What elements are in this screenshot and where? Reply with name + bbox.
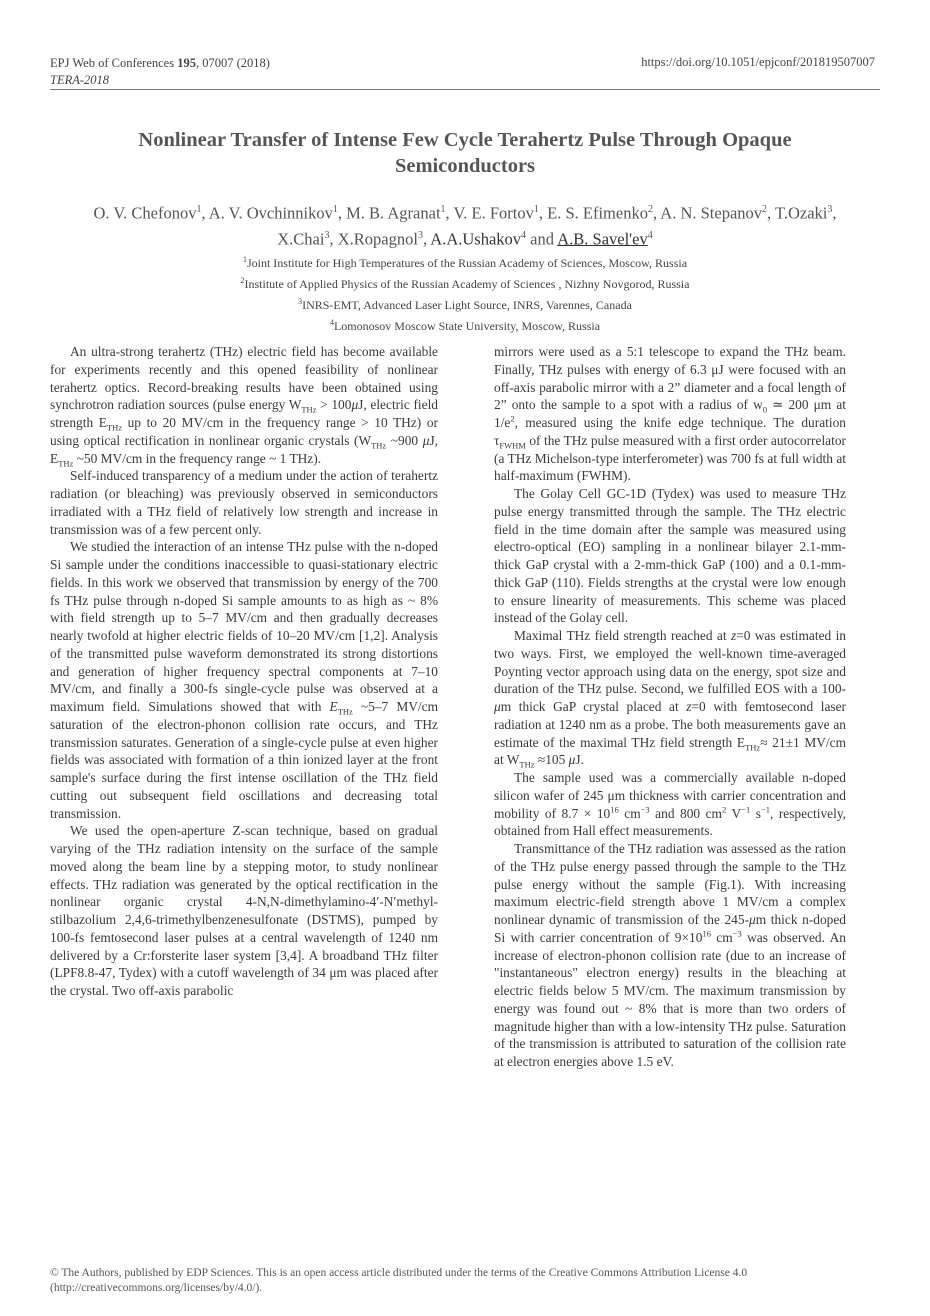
body-paragraph: We studied the interaction of an intense THz pulse with the n-doped Si sample under the conditions inaccessible to quasi-stationary electric fields. In this work we observed that transmission by energy of the 700 fs THz pulse through n-doped Si sample amounts to as high as ~ 8% with field strength up to 5–7 MV/cm and then gradually decreases nearly twofold at higher electric fields of 10–20 MV/cm [1,2]. Analysis of the transmitted pulse waveform demonstrated its strong distortions and generation of higher frequency spectral components at 7–10 MV/cm, and finally a 300-fs single-cycle pulse was observed at a maximum field. Simulations showed that with $E_{THz}$ ~5–7 MV/cm saturation of the electron-phonon collision rate occurs, and THz transmission saturates. Generation of a single-cycle pulse at even higher fields was associated with formation of a thin ionized layer at the front sample's surface during the first intense oscillation of the THz field cutting out subsequent field oscillations and decreasing total transmission.	[50, 539, 438, 821]
running-header	[50, 55, 270, 89]
corresponding-author[interactable]: A.B. Savel'ev	[557, 229, 648, 248]
body-paragraph: An ultra-strong terahertz (THz) electric field has become available for experiments recently and this opened feasibility of nonlinear terahertz optics. Record-breaking results have been obtained using synchrotron radiation sources (pulse energy $W_{THz} > 100\mu J$, electric field strength $E_{THz}$ up to 20 MV/cm in the frequency range > 10 THz) or using optical rectification in nonlinear organic crystals ($W_{THz}$ ~900 μJ, $E_{THz}$ ~50 MV/cm in the frequency range ~ 1 THz).	[50, 344, 438, 469]
author: T.Ozaki	[775, 203, 828, 223]
author: X.Ropagnol	[337, 229, 418, 248]
conference-short-name: TERA-2018	[50, 73, 110, 87]
author: M. B. Agranat	[346, 203, 441, 223]
author: A. V. Ovchinnikov	[208, 203, 333, 223]
body-paragraph: mirrors were used as a 5:1 telescope to expand the THz beam. Finally, THz pulses with energy of 6.3 μJ were focused with an off-axis parabolic mirror with a 2” diameter and a focal length of 2” onto the sample to a spot with a radius of $w_0$ ≃ 200 μm at $1/e^2$, measured using the knife edge technique. The duration $\tau_{FWHM}$ of the THz pulse measured with a first order autocorrelator (a THz Michelson-type interferometer) was 700 fs at full width at half-maximum (FWHM).	[494, 344, 846, 484]
body-paragraph: Maximal THz field strength reached at z=0 was estimated in two ways. First, we employed the well-known time-averaged Poynting vector approach using data on the energy, spot size and duration of the THz pulse. Second, we fulfilled EOS with a 100-μm thick GaP crystal placed at z=0 with femtosecond laser radiation at 1240 nm as a probe. The both measurements gave an estimate of the maximal THz field strength $E_{THz}\approx 21\pm 1$ MV/cm at $W_{THz} \approx 105$ μJ.	[494, 628, 846, 770]
header-divider	[50, 89, 880, 90]
author: A. N. Stepanov	[660, 203, 763, 223]
author: E. S. Efimenko	[547, 203, 648, 223]
affiliation-line: $^2$Institute of Applied Physics of the Russian Academy of Sciences , Nizhny Novgorod, Russia	[240, 276, 690, 291]
body-paragraph: We used the open-aperture Z-scan technique, based on gradual varying of the THz radiation intensity on the surface of the sample moved along the beam line by a stepping motor, to study nonlinear effects. THz radiation was generated by the optical rectification in the nonlinear organic crystal 4-N,N-dimethylamino-4′-N′methyl-stilbazolium 2,4,6-trimethylbenzenesulfonate (DSTMS), pumped by 100-fs femtosecond laser pulses at a central wavelength of 1240 nm delivered by a Cr:forsterite laser system [3,4]. A broadband THz filter (LPF8.8-47, Tydex) with a cutoff wavelength of 34 μm was placed after the crystal. Two off-axis parabolic	[50, 823, 438, 998]
license-line: © The Authors, published by EDP Sciences. This is an open access article distributed under the terms of the Creative Commons Attribution License 4.0	[50, 1267, 748, 1279]
author-conjunction: and	[530, 229, 554, 248]
body-paragraph: The Golay Cell GC-1D (Tydex) was used to measure THz pulse energy transmitted through the sample. The THz electric field in the time domain after the sample was measured using electro-optical (EO) sampling in a nonlinear bilayer 2.1-mm-thick GaP crystal with a 2-mm-thick GaP (100) and a 0.1-mm-thick GaP (110). Fields strengths at the crystal were low enough to ensure linearity of measurements. This scheme was placed instead of the Golay cell.	[494, 486, 846, 626]
affiliations	[100, 251, 830, 335]
author: X.Chai	[277, 229, 325, 248]
author-list: O. V. Chefonov$^1$, A. V. Ovchinnikov$^1$, M. B. Agranat$^1$, V. E. Fortov$^1$, E. S. Efimenko$^2$, A. N. Stepanov$^2$, T.Ozaki$^3$, X.Chai$^3$, X.Ropagnol$^3$, A.A.Ushakov$^4$ and A.B. $Savel'ev^4$	[93, 203, 837, 248]
author: A.A.Ushakov	[430, 229, 522, 248]
body-paragraph: Transmittance of the THz radiation was assessed as the ration of the THz pulse energy passed through the sample to the THz pulse energy without the sample (Fig.1). With increasing maximum electric-field strength above 1 MV/cm a complex nonlinear dynamic of transmission of the 245-μm thick n-doped Si with carrier concentration of $9\times 10^{16}$ $cm^{-3}$ was observed. An increase of electron-phonon collision rate (due to an increase of "instantaneous" electron energy) results in the bleaching at electric fields below 5 MV/cm. The maximum transmission by energy was found out ~ 8% that is more than two orders of magnitude higher than with a low-intensity THz pulse. Saturation of the transmission is attributed to saturation of the collision rate at electron energies above 1.5 eV.	[494, 841, 846, 1069]
body-column-right	[494, 343, 846, 1071]
paper-title	[100, 127, 830, 179]
body-column-left	[50, 343, 438, 1000]
body-paragraph: Self-induced transparency of a medium under the action of terahertz radiation (or bleaching) was previously observed in semiconductors irradiated with a THz field of relatively low strength and increase in transmission was of a few percent only.	[50, 468, 438, 537]
author: V. E. Fortov	[453, 203, 534, 223]
title-line-1: Nonlinear Transfer of Intense Few Cycle Terahertz Pulse Through Opaque	[138, 129, 792, 151]
conference-name: EPJ Web of Conferences	[50, 56, 178, 70]
title-line-2: Semiconductors	[394, 155, 536, 177]
affiliation-line: $^3$INRS-EMT, Advanced Laser Light Source, INRS, Varennes, Canada	[298, 297, 632, 312]
conference-citation	[50, 55, 270, 72]
affiliation-line: $^1$Joint Institute for High Temperatures of the Russian Academy of Sciences, Moscow, Russia	[242, 255, 688, 270]
doi-link[interactable]: https://doi.org/10.1051/epjconf/201819507007	[641, 55, 875, 69]
conference-volume: 195	[177, 56, 196, 70]
conference-article-number: , 07007 (2018)	[195, 56, 270, 70]
author: O. V. Chefonov	[93, 203, 197, 223]
body-paragraph: The sample used was a commercially available n-doped silicon wafer of 245 μm thickness with carrier concentration and mobility of $8.7 \times 10^{16}$ $cm^{-3}$ and 800 $cm^2$ $V^{-1}$ $s^{-1}$, respectively, obtained from Hall effect measurements.	[494, 770, 846, 839]
license-url[interactable]: (http://creativecommons.org/licenses/by/4.0/).	[50, 1282, 263, 1294]
affiliation-line: $^4$Lomonosov Moscow State University, Moscow, Russia	[329, 318, 601, 333]
license-footer	[50, 1266, 880, 1296]
